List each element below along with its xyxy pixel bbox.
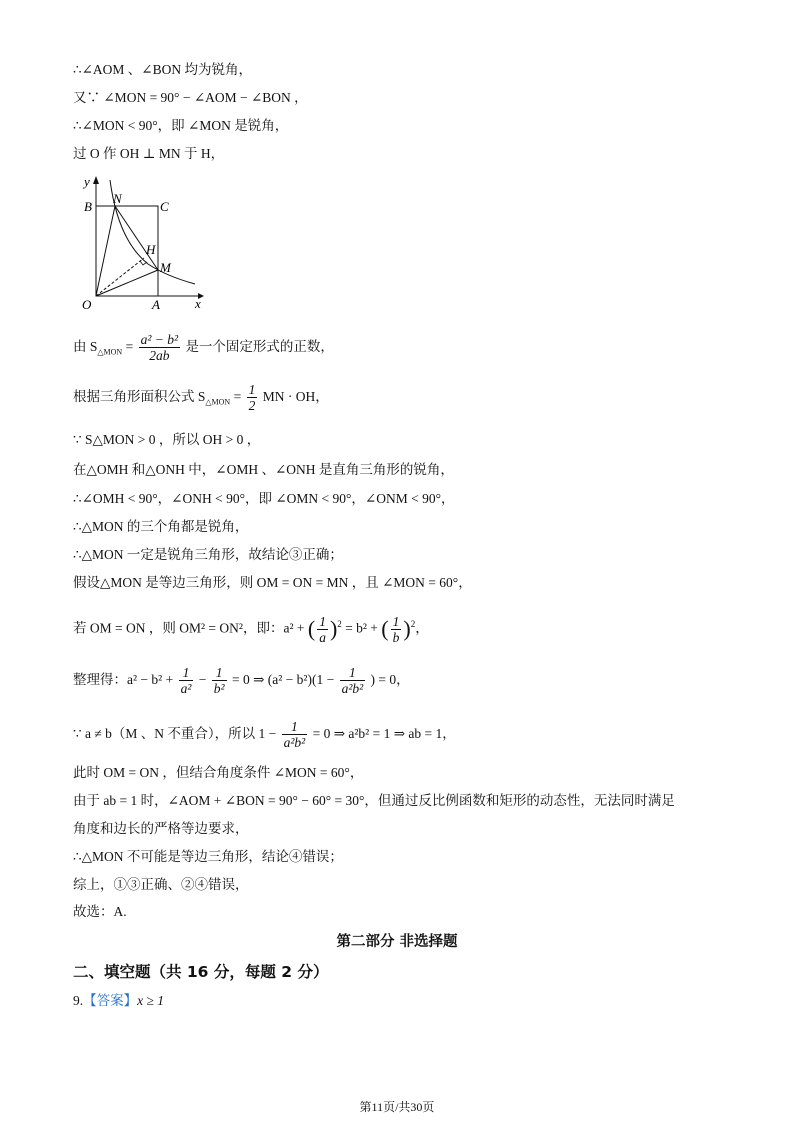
line-15: ∵ a ≠ b（M 、N 不重合），所以 1 − $\frac{1}{\text{a²b²}}$ = 0 ⇒ a²b² = 1 ⇒ ab = 1， — [73, 719, 456, 751]
label-x: x — [195, 296, 201, 311]
l13-mid: = b² + — [345, 620, 378, 636]
fraction-1-over-a2b2: $\frac{1}{\text{a²b²}}$ — [341, 665, 364, 697]
answer-tag: 【答案】 — [83, 993, 138, 1008]
segment-MN — [115, 206, 158, 270]
label-H: H — [146, 242, 156, 257]
line-9: ∴∠OMH < 90°，∠ONH < 90°，即 ∠OMN < 90°，∠ONM < 90°， — [73, 491, 455, 506]
line-17: 由于 ab = 1 时，∠AOM + ∠BON = 90° − 60° = 30°，但通过反比例函数和矩形的动态性，无法同时满足 — [73, 793, 675, 808]
line-14: 整理得：a² − b² + $\frac{1}{\text{a²}}$ − $\frac{1}{\text{b²}}$ = 0 ⇒ (a² − b²)(1 − $\frac{1}{\text{a²b²}}$ ) = 0， — [73, 665, 410, 697]
label-O: O — [82, 297, 92, 312]
line-10: ∴△MON 的三个角都是锐角， — [73, 519, 249, 534]
line-6 — [73, 380, 329, 420]
line-16: 此时 OM = ON ，但结合角度条件 ∠MON = 60°， — [73, 765, 364, 780]
line-19: ∴△MON 不可能是等边三角形，结论④错误； — [73, 849, 343, 864]
label-C: C — [160, 199, 169, 214]
l6-post: MN · OH， — [262, 389, 329, 404]
label-A: A — [152, 297, 160, 312]
l5-sub: △MON — [97, 347, 123, 357]
line-2: 又∵ ∠MON = 90° − ∠AOM − ∠BON ， — [73, 90, 308, 105]
section-title: 二、填空题（共 16 分，每题 2 分） — [73, 963, 329, 981]
label-y: y — [84, 174, 90, 189]
segment-OM — [96, 270, 158, 296]
l6-eq: = — [233, 389, 242, 404]
fraction-1-over-b: $\frac{1}{b}$ — [392, 613, 400, 645]
label-B: B — [84, 199, 92, 214]
question-9 — [73, 992, 164, 1010]
l6-sub: △MON — [205, 397, 231, 407]
fraction-1-over-a2: $\frac{1}{\text{a²}}$ — [180, 665, 192, 697]
fraction-1-over-a2b2-b: $\frac{1}{\text{a²b²}}$ — [283, 719, 306, 751]
geometry-figure — [70, 172, 220, 316]
line-5 — [73, 330, 334, 370]
fraction-1-over-b2: $\frac{1}{\text{b²}}$ — [213, 665, 225, 697]
fraction-half: $\frac{1}{2}$ — [248, 382, 256, 414]
fraction-area: $\frac{\text{a² − b²}}{2ab}$ — [140, 332, 179, 364]
q9-number: 9. — [73, 993, 84, 1008]
l6-pre: 根据三角形面积公式 S — [73, 389, 206, 404]
line-21: 故选：A. — [73, 904, 127, 919]
hyperbola-curve — [110, 180, 195, 284]
line-1: ∴∠AOM 、∠BON 均为锐角， — [73, 62, 252, 77]
line-20: 综上，①③正确、②④错误， — [73, 877, 249, 892]
label-N: N — [113, 191, 122, 206]
line-8: 在△OMH 和△ONH 中，∠OMH 、∠ONH 是直角三角形的锐角， — [73, 462, 454, 477]
line-13: 若 OM = ON ，则 OM² = ON²，即：a² + ( $\frac{1}{a}$ )$^2$ = b² + ( $\frac{1}{b}$ )$^2$， — [73, 613, 429, 645]
l14-pre: 整理得：a² − b² + — [73, 672, 174, 687]
fraction-1-over-a: $\frac{1}{a}$ — [319, 613, 326, 645]
l15-pre: ∵ a ≠ b（M 、N 不重合），所以 1 − — [73, 726, 277, 741]
label-M: M — [160, 260, 171, 275]
line-4: 过 O 作 OH ⊥ MN 于 H， — [73, 146, 225, 161]
segment-ON — [96, 206, 115, 296]
page-footer: 第11页/共30页 — [359, 1100, 435, 1114]
q9-answer: x ≥ 1 — [137, 993, 165, 1008]
l5-eq: = — [125, 339, 134, 354]
line-18: 角度和边长的严格等边要求， — [73, 821, 249, 836]
line-7: ∵ S△MON > 0 ，所以 OH > 0 ， — [73, 432, 261, 447]
right-angle-mark — [140, 261, 147, 265]
y-axis-arrow — [93, 176, 99, 184]
l5-pre: 由 S — [73, 339, 98, 354]
line-12: 假设△MON 是等边三角形，则 OM = ON = MN ，且 ∠MON = 60°， — [73, 575, 472, 590]
l13-pre: 若 OM = ON ，则 OM² = ON²，即：a² + — [73, 620, 305, 636]
line-11: ∴△MON 一定是锐角三角形，故结论③正确； — [73, 547, 343, 562]
line-3: ∴∠MON < 90°，即 ∠MON 是锐角， — [73, 118, 289, 133]
l5-post: 是一个固定形式的正数， — [185, 339, 334, 354]
part-title: 第二部分 非选择题 — [336, 934, 458, 950]
